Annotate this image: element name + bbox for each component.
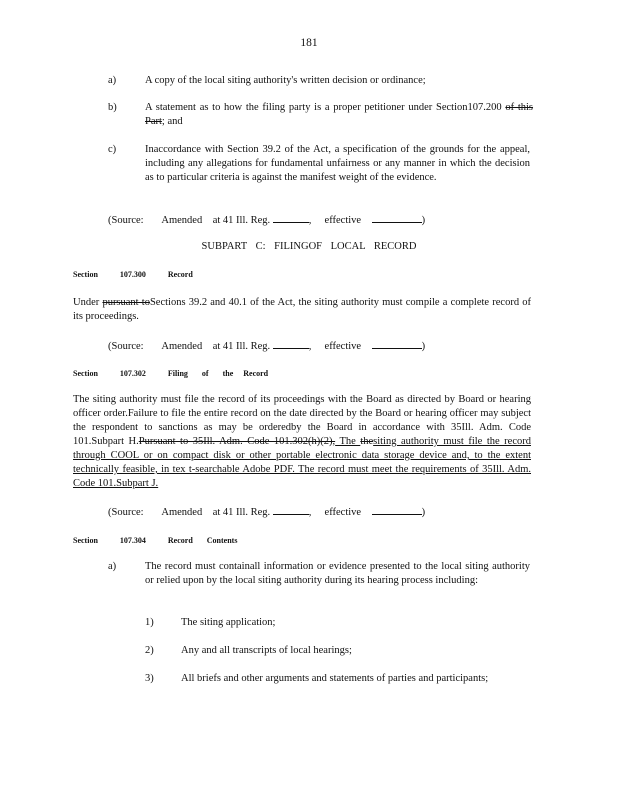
section-word: Section — [73, 536, 98, 545]
source-line-1 — [108, 212, 425, 228]
effective-label: effective — [324, 507, 362, 518]
item-b-text — [145, 101, 533, 129]
section-number: 107.304 — [119, 536, 146, 545]
section-107-300-text — [73, 296, 531, 324]
sub-item-1-number: 1) — [145, 617, 154, 628]
section-title-word: Record — [243, 369, 269, 378]
section-title-word: the — [222, 369, 234, 378]
close-paren: ) — [421, 507, 426, 518]
comma: , — [308, 507, 312, 518]
effective-blank — [372, 338, 422, 349]
sub-item-1-text: The siting application; — [181, 617, 276, 628]
subpart-heading: SUBPART C: FILINGOF LOCAL RECORD — [201, 241, 417, 252]
sec302-underlined-1: The — [335, 436, 361, 447]
effective-label: effective — [324, 215, 362, 226]
item-b-struck-text: of this Part — [145, 102, 534, 127]
sub-item-2-number: 2) — [145, 645, 154, 656]
comma: , — [308, 215, 312, 226]
section-107-302-text — [73, 393, 531, 491]
item-c-label: c) — [108, 144, 117, 155]
register-blank — [273, 504, 309, 515]
section-107-302-heading — [73, 367, 290, 381]
section-107-300-heading — [73, 268, 215, 282]
sub-item-2-text: Any and all transcripts of local hearings; — [181, 645, 352, 656]
sec304-item-a-label: a) — [108, 561, 117, 572]
sec300-struck-text: pursuant to — [102, 297, 150, 308]
item-b-text-a: A statement as to how the filing party is a proper petitioner under Section107.200 — [145, 102, 506, 113]
register-citation: at 41 Ill. Reg. — [212, 341, 271, 352]
section-title-word: Filing — [167, 369, 188, 378]
register-blank — [273, 212, 309, 223]
section-title-word: Contents — [206, 536, 238, 545]
source-label: (Source: — [108, 341, 144, 352]
comma: , — [308, 341, 312, 352]
register-citation: at 41 Ill. Reg. — [212, 215, 271, 226]
section-word: Section — [73, 369, 98, 378]
item-b-text-b: ; and — [161, 116, 183, 127]
page-number: 181 — [300, 37, 318, 49]
source-line-2 — [108, 338, 425, 354]
section-number: 107.300 — [119, 270, 146, 279]
effective-blank — [372, 504, 422, 515]
close-paren: ) — [421, 341, 426, 352]
sub-item-3-text: All briefs and other arguments and statements of parties and participants; — [181, 673, 489, 684]
effective-blank — [372, 212, 422, 223]
sec300-text-b: Sections 39.2 and 40.1 of the Act, the siting authority must compile a complete record of its proceedings. — [73, 297, 532, 322]
amended-label: Amended — [161, 507, 203, 518]
sec302-text-a: The siting authority must file the record of its proceedings with the Board as directed by Board or hearing officer order.Failure to file the entire record on the date directed by the Board or hearing officer may subject the respondent to sanctions as may be orderedby the Board in accordance with 35Ill. Adm. Code 101.Subpart H. — [73, 394, 531, 447]
section-title-word: Record — [167, 536, 193, 545]
sec302-struck-text-1: Pursuant to 35Ill. Adm. Code 101.302(h)(2), — [138, 436, 336, 447]
section-title-word: of — [201, 369, 209, 378]
sec304-item-a-text: The record must containall information or evidence presented to the local siting authority or relied upon by the local siting authority during its hearing process including: — [145, 561, 530, 586]
section-number: 107.302 — [119, 369, 146, 378]
amended-label: Amended — [161, 215, 203, 226]
section-word: Section — [73, 270, 98, 279]
register-blank — [273, 338, 309, 349]
amended-label: Amended — [161, 341, 203, 352]
item-a-text: A copy of the local siting authority's written decision or ordinance; — [145, 75, 426, 86]
sec302-struck-text-2: the — [360, 436, 374, 447]
source-label: (Source: — [108, 507, 144, 518]
sec300-text-a: Under — [73, 297, 103, 308]
register-citation: at 41 Ill. Reg. — [212, 507, 271, 518]
source-label: (Source: — [108, 215, 144, 226]
effective-label: effective — [324, 341, 362, 352]
item-c-text: Inaccordance with Section 39.2 of the Act, a specification of the grounds for the appeal, including any allegations for fundamental unfairness or any manner in which the decision as to particular criteria is against the manifest weight of the evidence. — [145, 144, 530, 183]
item-a-label: a) — [108, 75, 117, 86]
sec302-underlined-2: siting authority must file the record through COOL or on compact disk or other portable electronic data storage device and, to the extent technically feasible, in tex t-searchable Adobe PDF. T — [73, 436, 531, 475]
item-b-label: b) — [108, 102, 117, 113]
section-title: Record — [167, 270, 193, 279]
source-line-3 — [108, 504, 425, 520]
close-paren: ) — [421, 215, 426, 226]
sec302-underlined-3: he record must meet the requirements of 35Ill. Adm. Code 101.Subpart J. — [73, 464, 531, 489]
section-107-304-heading — [73, 534, 259, 548]
sub-item-3-number: 3) — [145, 673, 154, 684]
